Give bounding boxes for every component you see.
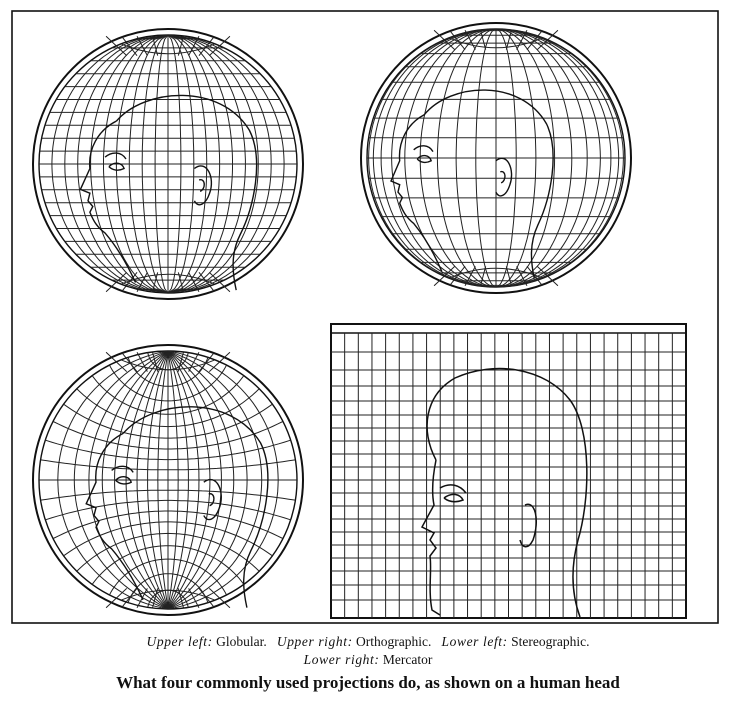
ear-line <box>194 166 211 205</box>
polar-ray-line <box>189 352 199 371</box>
caption-upper-left-label: Upper left: <box>146 634 213 649</box>
orthographic-graticule <box>367 29 625 287</box>
figure-title: What four commonly used projections do, as shown on a human head <box>116 673 620 692</box>
stereographic-panel <box>33 345 303 615</box>
eye-line <box>417 156 431 163</box>
caption-lower-left-value: Stereographic. <box>511 634 590 649</box>
eyebrow-line <box>414 146 433 152</box>
caption-line-2 <box>0 651 736 668</box>
ear-line <box>496 158 512 196</box>
caption-upper-left-value: Globular. <box>216 634 267 649</box>
eyebrow-line <box>440 485 466 493</box>
orthographic-panel <box>361 23 631 293</box>
globular-panel <box>33 29 303 299</box>
ear-inner-line <box>500 172 505 183</box>
mercator-graticule <box>331 333 686 618</box>
caption-lower-right-label: Lower right: <box>303 652 380 667</box>
caption-upper-right-value: Orthographic. <box>356 634 432 649</box>
globular-graticule <box>39 35 297 293</box>
face-profile-line <box>422 460 440 615</box>
stereographic-graticule <box>39 351 297 609</box>
caption-lower-right-value: Mercator <box>382 652 433 667</box>
eyebrow-line <box>105 153 126 159</box>
caption-line-1 <box>0 633 736 650</box>
caption-lower-left-label: Lower left: <box>441 634 508 649</box>
polar-ray-line <box>137 352 147 371</box>
polar-ray-line <box>189 588 199 607</box>
mercator-panel <box>331 324 686 618</box>
caption-upper-right-label: Upper right: <box>276 634 353 649</box>
